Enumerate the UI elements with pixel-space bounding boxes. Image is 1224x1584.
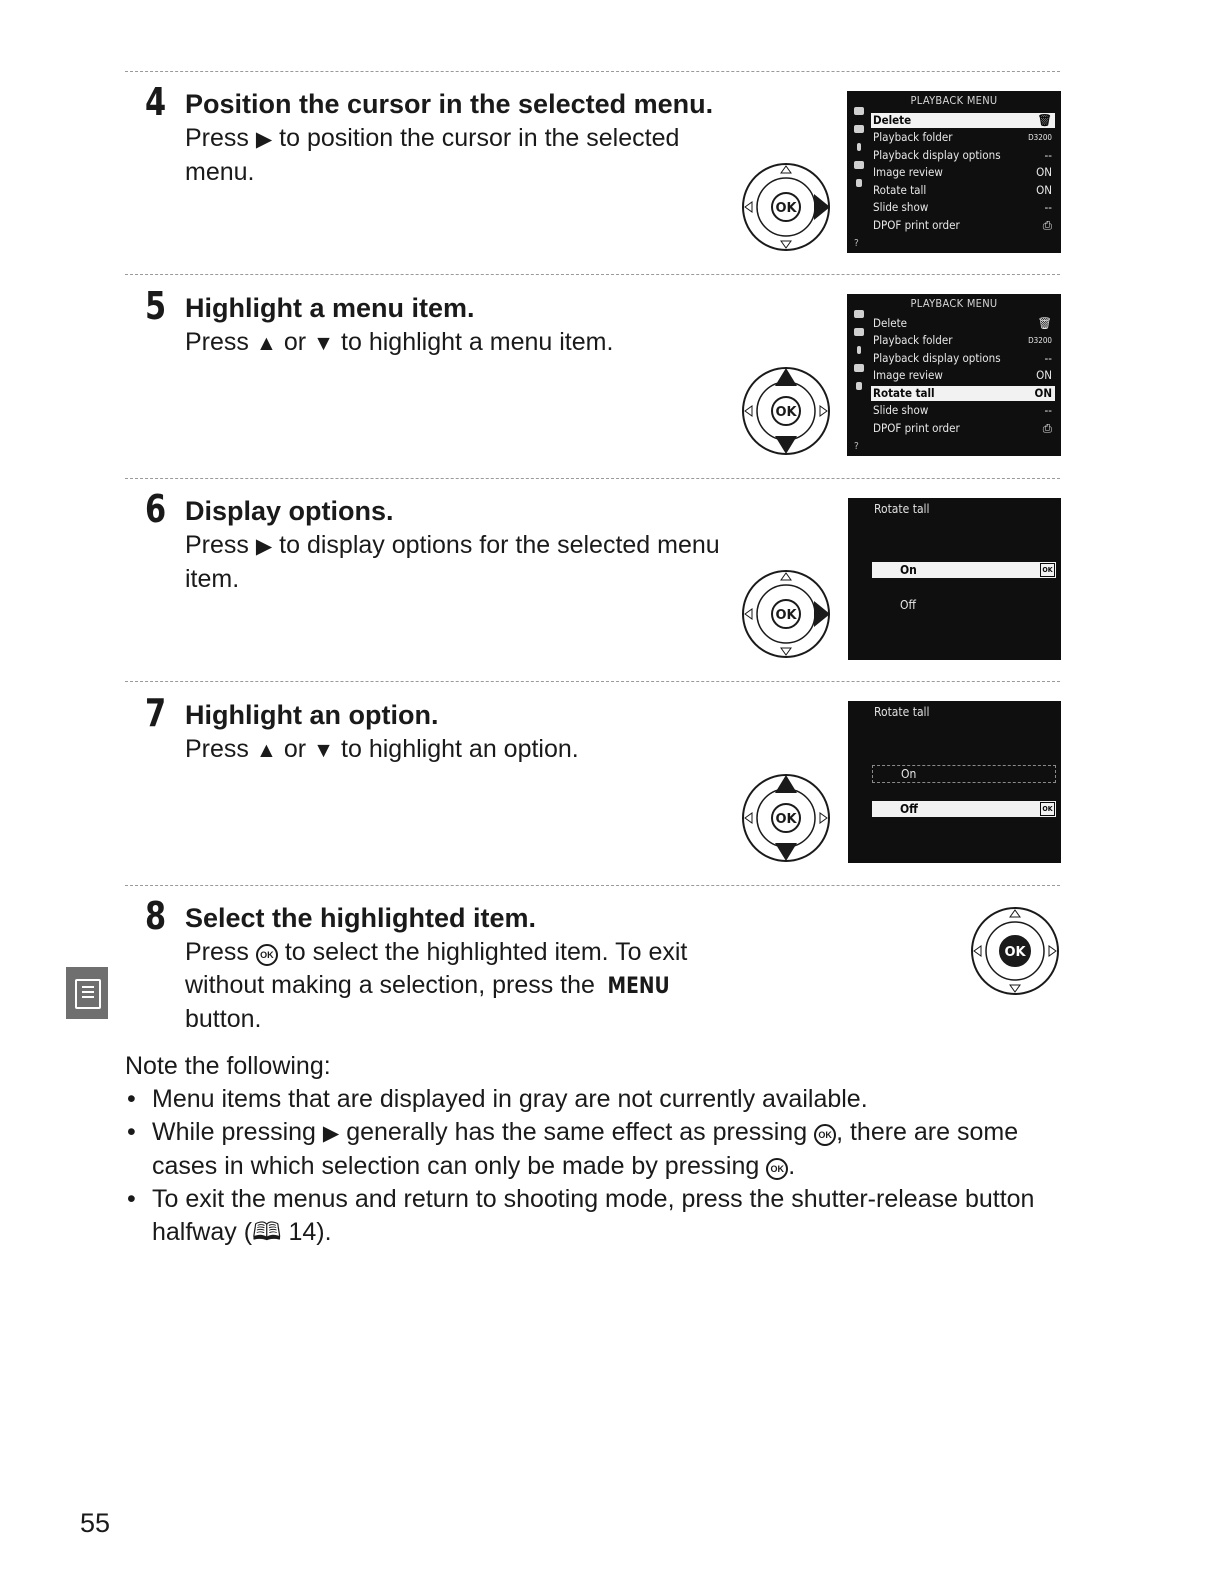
- section-divider: [125, 478, 1060, 479]
- section-divider: [125, 681, 1060, 682]
- menu-item-image-review[interactable]: Image review ON: [873, 368, 1052, 382]
- trash-icon: 🗑: [1037, 316, 1052, 330]
- list-item: • To exit the menus and return to shooting mode, press the shutter-release button halfway (🕮 14).: [125, 1183, 1065, 1249]
- playback-menu-screen: [847, 91, 1061, 253]
- screen-title: PLAYBACK MENU: [910, 297, 998, 310]
- step-title: Select the highlighted item.: [185, 903, 537, 933]
- menu-item-delete[interactable]: Delete 🗑: [871, 113, 1055, 128]
- step-number: 4: [145, 80, 167, 124]
- menu-item-dpof-print-order[interactable]: DPOF print order ⎙: [873, 218, 1052, 232]
- print-icon: ⎙: [1042, 421, 1052, 435]
- wrench-icon: [857, 346, 861, 354]
- screen-title: Rotate tall: [874, 705, 930, 719]
- step-number: 5: [145, 284, 167, 328]
- ok-badge-icon: OK: [1040, 563, 1055, 577]
- up-arrow-icon: ▲: [255, 331, 277, 355]
- book-icon: 🕮: [252, 1218, 282, 1246]
- right-arrow-icon: ▶: [322, 1121, 340, 1145]
- retouch-icon: [854, 161, 864, 169]
- menu-item-playback-folder[interactable]: Playback folder D3200: [873, 130, 1052, 144]
- down-arrow-icon: ▼: [313, 331, 335, 355]
- menu-tab-icons: [850, 306, 868, 451]
- option-on[interactable]: On: [872, 765, 1056, 783]
- menu-item-rotate-tall[interactable]: Rotate tall ON: [871, 386, 1055, 401]
- camera-icon: [854, 328, 864, 336]
- screen-title: PLAYBACK MENU: [910, 94, 998, 107]
- menu-tab-icons: [850, 103, 868, 248]
- step-number: 7: [145, 691, 167, 735]
- step-body: Press ▲ or ▼ to highlight an option.: [185, 735, 579, 763]
- rotate-tall-screen: [848, 701, 1061, 863]
- step-body: Press OK to select the highlighted item. To exit without making a selection, press the MENU button.: [185, 938, 688, 1033]
- screen-title: Rotate tall: [874, 502, 930, 516]
- step-number: 6: [145, 487, 167, 531]
- multi-selector-dial-right: [741, 569, 833, 661]
- ok-label: OK: [775, 812, 797, 827]
- ok-button-icon: OK: [814, 1124, 836, 1146]
- trash-icon: 🗑: [1037, 113, 1052, 127]
- option-off[interactable]: Off: [900, 598, 916, 612]
- step-title: Highlight a menu item.: [185, 293, 475, 323]
- notes-section: [125, 1050, 1065, 1249]
- ok-label: OK: [1004, 945, 1026, 960]
- ok-label: OK: [775, 608, 797, 623]
- recent-icon: [856, 179, 862, 187]
- list-item: • Menu items that are displayed in gray are not currently available.: [125, 1083, 1065, 1116]
- menu-item-slide-show[interactable]: Slide show --: [873, 403, 1052, 417]
- menu-button-label: MENU: [607, 974, 670, 999]
- multi-selector-dial-ok: [970, 906, 1062, 998]
- help-icon: ?: [854, 238, 859, 249]
- ok-button-icon: OK: [766, 1158, 788, 1180]
- ok-label: OK: [775, 405, 797, 420]
- multi-selector-dial-updown: [741, 366, 833, 458]
- step-title: Display options.: [185, 496, 394, 526]
- down-arrow-icon: ▼: [313, 738, 335, 762]
- retouch-icon: [854, 364, 864, 372]
- step-title: Position the cursor in the selected menu.: [185, 89, 714, 119]
- menu-item-playback-display-options[interactable]: Playback display options --: [873, 351, 1052, 365]
- ok-badge-icon: OK: [1040, 802, 1055, 816]
- recent-icon: [856, 382, 862, 390]
- rotate-tall-screen: [848, 498, 1061, 660]
- up-arrow-icon: ▲: [255, 738, 277, 762]
- step-number: 8: [145, 894, 167, 938]
- menu-item-slide-show[interactable]: Slide show --: [873, 200, 1052, 214]
- menu-item-dpof-print-order[interactable]: DPOF print order ⎙: [873, 421, 1052, 435]
- right-arrow-icon: ▶: [255, 127, 273, 151]
- option-on[interactable]: On OK: [872, 562, 1056, 578]
- help-icon: ?: [854, 441, 859, 452]
- step-title: Highlight an option.: [185, 700, 439, 730]
- multi-selector-dial-updown: [741, 773, 833, 865]
- ok-label: OK: [775, 201, 797, 216]
- right-arrow-icon: ▶: [255, 534, 273, 558]
- menu-guide-tab-icon: [66, 967, 108, 1019]
- playback-icon: [854, 107, 864, 115]
- menu-item-image-review[interactable]: Image review ON: [873, 165, 1052, 179]
- multi-selector-dial-right: [741, 162, 833, 254]
- list-item: • While pressing ▶ generally has the same effect as pressing OK , there are some cases in which selection can only be made by pressing OK .: [125, 1116, 1065, 1183]
- wrench-icon: [857, 143, 861, 151]
- section-divider: [125, 71, 1060, 72]
- section-divider: [125, 274, 1060, 275]
- step-body: Press ▶ to position the cursor in the selected menu.: [185, 124, 680, 186]
- option-off[interactable]: Off OK: [872, 801, 1056, 817]
- ok-button-icon: OK: [256, 944, 278, 966]
- camera-icon: [854, 125, 864, 133]
- step-body: Press ▲ or ▼ to highlight a menu item.: [185, 328, 614, 356]
- menu-item-rotate-tall[interactable]: Rotate tall ON: [873, 183, 1052, 197]
- print-icon: ⎙: [1042, 218, 1052, 232]
- section-divider: [125, 885, 1060, 886]
- step-body: Press ▶ to display options for the selected menu item.: [185, 531, 720, 593]
- playback-icon: [854, 310, 864, 318]
- page-number: 55: [80, 1508, 111, 1538]
- notes-list: [125, 1083, 1065, 1249]
- menu-item-delete[interactable]: Delete 🗑: [873, 316, 1052, 330]
- notes-intro: Note the following:: [125, 1052, 331, 1080]
- menu-item-playback-display-options[interactable]: Playback display options --: [873, 148, 1052, 162]
- menu-item-playback-folder[interactable]: Playback folder D3200: [873, 333, 1052, 347]
- playback-menu-screen: [847, 294, 1061, 456]
